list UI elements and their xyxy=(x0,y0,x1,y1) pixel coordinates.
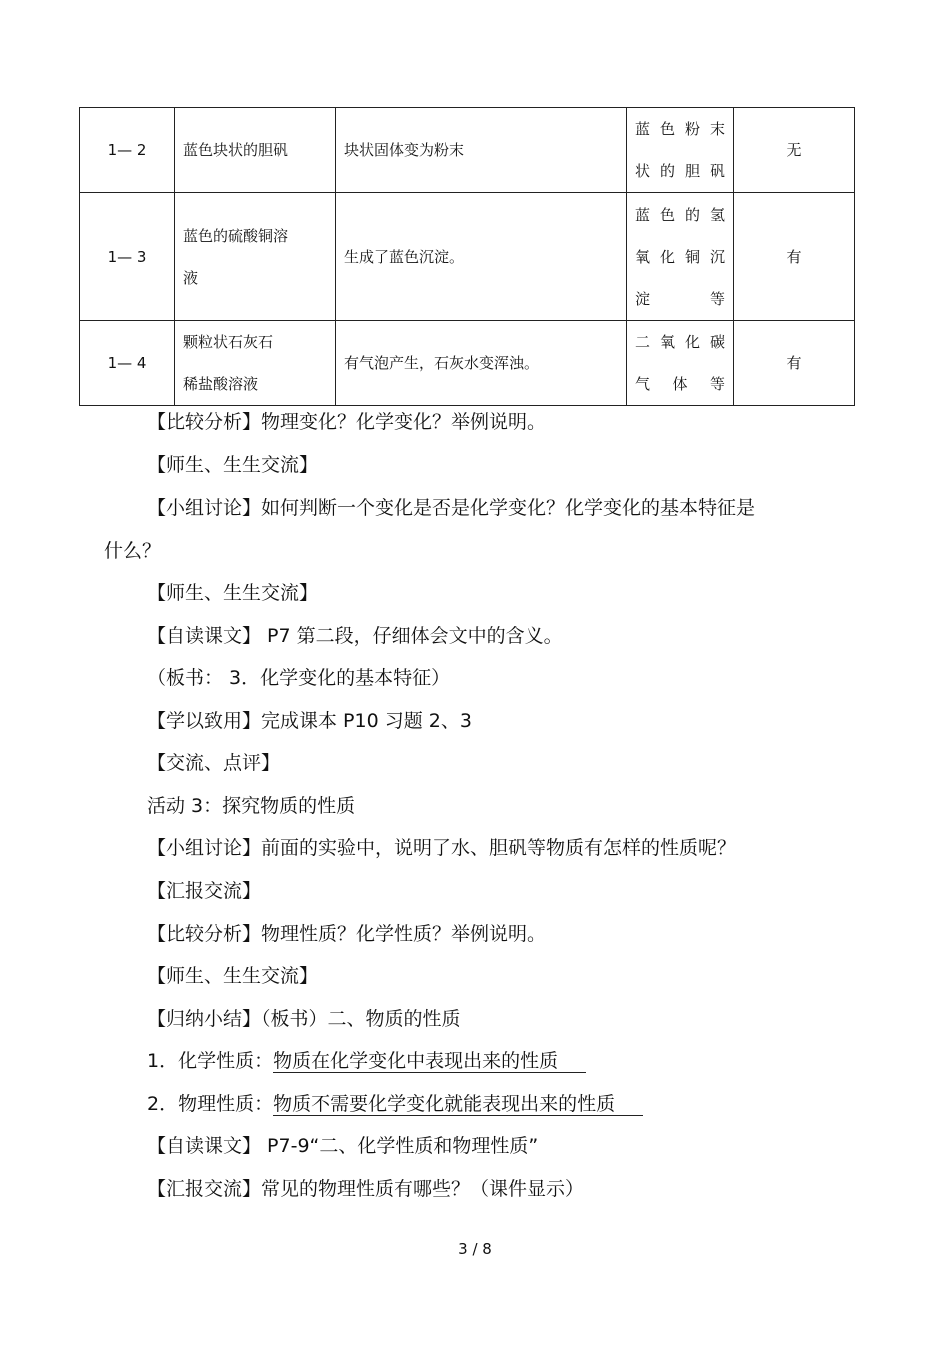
experiment-table xyxy=(79,107,855,406)
paragraph: 【归纳小结】（板书）二、物质的性质 xyxy=(147,1008,461,1030)
paragraph: 【交流、点评】 xyxy=(147,752,281,774)
phenomenon-cell: 块状固体变为粉末 xyxy=(336,108,627,193)
new-substance-cell: 有 xyxy=(734,321,855,406)
paragraph: 【汇报交流】常见的物理性质有哪些？（课件显示） xyxy=(147,1178,585,1200)
phenomenon-cell: 生成了蓝色沉淀。 xyxy=(336,193,627,321)
paragraph: 活动 3：探究物质的性质 xyxy=(147,795,356,817)
page-number: 3 / 8 xyxy=(458,1240,492,1258)
paragraph: 【师生、生生交流】 xyxy=(147,582,319,604)
paragraph: （板书： 3．化学变化的基本特征） xyxy=(147,667,451,689)
table-row xyxy=(80,108,855,193)
new-substance-cell: 有 xyxy=(734,193,855,321)
definition-text: 物质在化学变化中表现出来的性质 xyxy=(273,1050,586,1073)
paragraph: 【自读课文】 P7 第二段，仔细体会文中的含义。 xyxy=(147,625,563,647)
substance-cell: 蓝色的硫酸铜溶 液 xyxy=(175,193,336,321)
experiment-number: 1— 2 xyxy=(80,108,175,193)
experiment-number: 1— 3 xyxy=(80,193,175,321)
paragraph: 【小组讨论】如何判断一个变化是否是化学变化？化学变化的基本特征是 xyxy=(147,497,756,519)
definition-chemical-property: 1．化学性质：物质在化学变化中表现出来的性质 xyxy=(147,1049,586,1073)
phenomenon-cell: 有气泡产生，石灰水变浑浊。 xyxy=(336,321,627,406)
paragraph: 【汇报交流】 xyxy=(147,880,262,902)
paragraph: 【师生、生生交流】 xyxy=(147,454,319,476)
experiment-number: 1— 4 xyxy=(80,321,175,406)
paragraph: 【小组讨论】前面的实验中，说明了水、胆矾等物质有怎样的性质呢？ xyxy=(147,837,737,859)
substance-cell: 颗粒状石灰石 稀盐酸溶液 xyxy=(175,321,336,406)
product-cell: 蓝 色 粉 末 状的胆矾 xyxy=(627,108,734,193)
paragraph: 【自读课文】 P7-9“二、化学性质和物理性质” xyxy=(147,1135,539,1157)
paragraph: 【比较分析】物理性质？化学性质？举例说明。 xyxy=(147,923,547,945)
product-cell: 二 氧 化 碳 气体等 xyxy=(627,321,734,406)
paragraph: 【学以致用】完成课本 P10 习题 2、3 xyxy=(147,710,472,732)
paragraph: 【师生、生生交流】 xyxy=(147,965,319,987)
table-row xyxy=(80,193,855,321)
definition-text: 物质不需要化学变化就能表现出来的性质 xyxy=(273,1093,643,1116)
paragraph: 【比较分析】物理变化？化学变化？举例说明。 xyxy=(147,411,547,433)
table-row xyxy=(80,321,855,406)
product-cell: 蓝 色 的 氢 氧 化 铜 沉 淀等 xyxy=(627,193,734,321)
paragraph: 什么？ xyxy=(104,540,162,562)
new-substance-cell: 无 xyxy=(734,108,855,193)
definition-physical-property: 2．物理性质：物质不需要化学变化就能表现出来的性质 xyxy=(147,1092,643,1116)
substance-cell: 蓝色块状的胆矾 xyxy=(175,108,336,193)
